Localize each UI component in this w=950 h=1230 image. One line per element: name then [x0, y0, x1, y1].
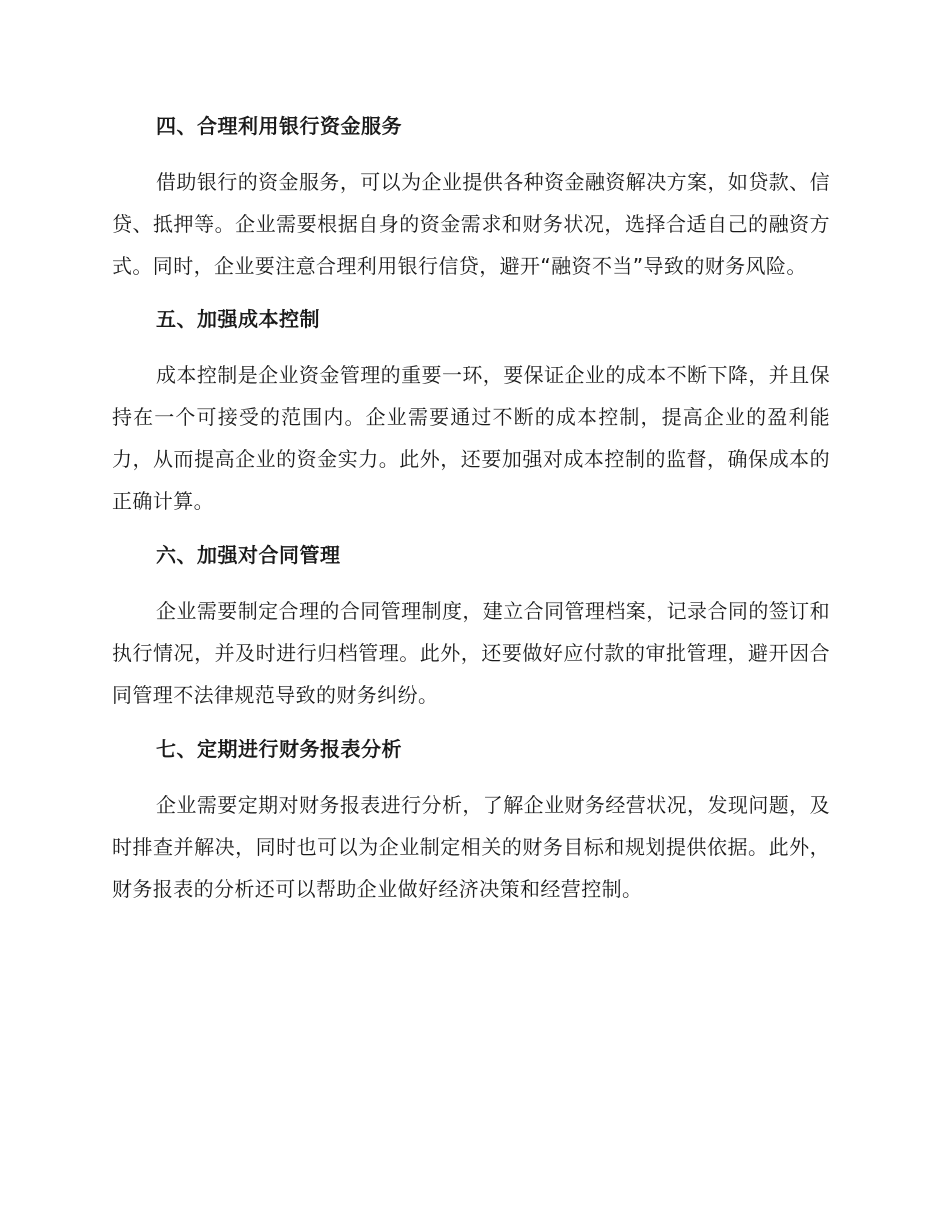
section-heading-bank-services: 四、合理利用银行资金服务 — [156, 114, 402, 138]
section-body-financial-analysis: 企业需要定期对财务报表进行分析，了解企业财务经营状况，发现问题，及时排查并解决，同时也可以为企业制定相关的财务目标和规划提供依据。此外，财务报表的分析还可以帮助企业做好经济决策和经营控制。 — [112, 793, 830, 901]
section-body-bank-services: 借助银行的资金服务，可以为企业提供各种资金融资解决方案，如贷款、信贷、抵押等。企业需要根据自身的资金需求和财务状况，选择合适自己的融资方式。同时，企业要注意合理利用银行信贷，避开“融资不当”导致的财务风险。 — [112, 170, 830, 278]
section-body-contract-management: 企业需要制定合理的合同管理制度，建立合同管理档案，记录合同的签订和执行情况，并及时进行归档管理。此外，还要做好应付款的审批管理，避开因合同管理不法律规范导致的财务纠纷。 — [112, 599, 830, 707]
section-heading-contract-management: 六、加强对合同管理 — [156, 543, 341, 567]
section-body-cost-control: 成本控制是企业资金管理的重要一环，要保证企业的成本不断下降，并且保持在一个可接受的范围内。企业需要通过不断的成本控制，提高企业的盈利能力，从而提高企业的资金实力。此外，还要加强对成本控制的监督，确保成本的正确计算。 — [112, 363, 830, 513]
section-heading-financial-analysis: 七、定期进行财务报表分析 — [156, 737, 402, 761]
document-page — [112, 104, 830, 910]
section-heading-cost-control: 五、加强成本控制 — [156, 307, 320, 331]
